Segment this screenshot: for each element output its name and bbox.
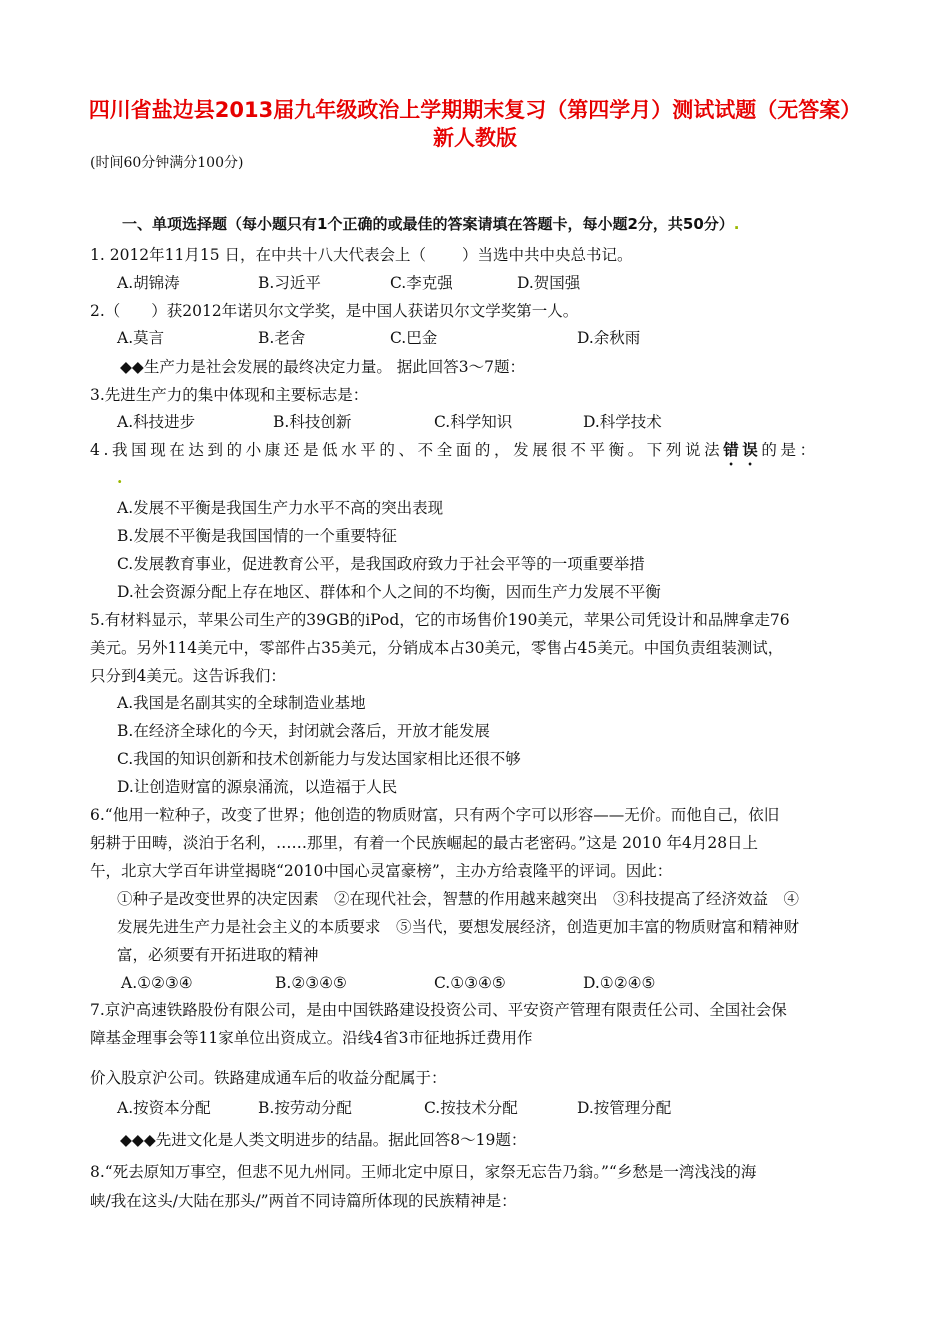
question-5-option-b: B.在经济全球化的今天，封闭就会落后，开放才能发展 bbox=[117, 722, 490, 740]
section-note-1: ◆◆生产力是社会发展的最终决定力量。 据此回答3～7题： bbox=[120, 358, 525, 376]
section-note-2: ◆◆◆先进文化是人类文明进步的结晶。据此回答8～19题： bbox=[120, 1131, 527, 1149]
question-1-stem: 1. 2012年11月15 日，在中共十八大代表会上（ ）当选中共中央总书记。 bbox=[90, 246, 633, 264]
question-7-stem-line-1: 7.京沪高速铁路股份有限公司，是由中国铁路建设投资公司、平安资产管理有限责任公司、全国社会保 bbox=[90, 1001, 787, 1019]
section-heading: 一、单项选择题（每小题只有1个正确的或最佳的答案请填在答题卡，每小题2分，共50分）. bbox=[122, 215, 740, 233]
question-1-option-d: D.贺国强 bbox=[517, 274, 581, 292]
question-7-option-d: D.按管理分配 bbox=[577, 1099, 672, 1117]
emphasized-word: 错误 bbox=[723, 440, 762, 459]
question-3-option-a: A.科技进步 bbox=[117, 413, 196, 431]
question-6-stem-line-1: 6.“他用一粒种子，改变了世界；他创造的物质财富，只有两个字可以形容——无价。而他自己，依旧 bbox=[90, 806, 780, 824]
question-6-option-d: D.①②④⑤ bbox=[583, 974, 656, 992]
question-2-option-c: C.巴金 bbox=[390, 329, 438, 347]
question-5-stem-line-3: 只分到4美元。这告诉我们： bbox=[90, 667, 286, 685]
question-1-option-b: B.习近平 bbox=[258, 274, 321, 292]
question-6-stem-line-3: 午，北京大学百年讲堂揭晓“2010中国心灵富豪榜”，主办方给袁隆平的评词。因此： bbox=[90, 862, 673, 880]
question-7-option-c: C.按技术分配 bbox=[424, 1099, 518, 1117]
question-4-option-c: C.发展教育事业，促进教育公平，是我国政府致力于社会平等的一项重要举措 bbox=[117, 555, 645, 573]
time-note: (时间60分钟满分100分) bbox=[90, 155, 244, 171]
question-4-option-a: A.发展不平衡是我国生产力水平不高的突出表现 bbox=[117, 499, 444, 517]
question-2-option-a: A.莫言 bbox=[117, 329, 165, 347]
question-4-option-b: B.发展不平衡是我国国情的一个重要特征 bbox=[117, 527, 397, 545]
question-6-stem-line-2: 躬耕于田畴，淡泊于名利，……那里，有着一个民族崛起的最古老密码。”这是 2010 年4月28日上 bbox=[90, 834, 759, 852]
question-4-stem: 4.我国现在达到的小康还是低水平的、不全面的，发展很不平衡。下列说法错误的是： bbox=[90, 440, 819, 459]
stray-mark: . bbox=[117, 468, 123, 487]
question-3-stem: 3.先进生产力的集中体现和主要标志是： bbox=[90, 386, 369, 404]
question-3-option-b: B.科技创新 bbox=[273, 413, 352, 431]
question-6-option-b: B.②③④⑤ bbox=[275, 974, 347, 992]
document-title: 四川省盐边县2013届九年级政治上学期期末复习（第四学月）测试试题（无答案） 新人教版 bbox=[88, 98, 862, 150]
question-6-items-line-1: ①种子是改变世界的决定因素 ②在现代社会，智慧的作用越来越突出 ③科技提高了经济效益 ④ bbox=[117, 890, 800, 908]
question-5-option-d: D.让创造财富的源泉涌流，以造福于人民 bbox=[117, 778, 398, 796]
question-5-option-a: A.我国是名副其实的全球制造业基地 bbox=[117, 694, 366, 712]
question-1-option-c: C.李克强 bbox=[390, 274, 453, 292]
question-7-option-a: A.按资本分配 bbox=[117, 1099, 211, 1117]
question-5-option-c: C.我国的知识创新和技术创新能力与发达国家相比还很不够 bbox=[117, 750, 521, 768]
question-6-items-line-3: 富，必须要有开拓进取的精神 bbox=[117, 946, 319, 964]
question-6-option-c: C.①③④⑤ bbox=[434, 974, 506, 992]
question-5-stem-line-1: 5.有材料显示，苹果公司生产的39GB的iPod，它的市场售价190美元，苹果公司凭设计和品牌拿走76 bbox=[90, 611, 790, 629]
question-4-option-d: D.社会资源分配上存在地区、群体和个人之间的不均衡，因而生产力发展不平衡 bbox=[117, 583, 661, 601]
question-6-option-a: A.①②③④ bbox=[121, 974, 193, 992]
question-7-stem-line-3: 价入股京沪公司。铁路建成通车后的收益分配属于： bbox=[90, 1069, 447, 1087]
question-8-stem-line-1: 8.“死去原知万事空，但悲不见九州同。王师北定中原日，家祭无忘告乃翁。”“乡愁是一湾浅浅的海 bbox=[90, 1163, 757, 1181]
question-2-stem: 2.（ ）获2012年诺贝尔文学奖，是中国人获诺贝尔文学奖第一人。 bbox=[90, 302, 579, 320]
question-5-stem-line-2: 美元。另外114美元中，零部件占35美元，分销成本占30美元，零售占45美元。中国负责组装测试， bbox=[90, 639, 784, 657]
question-6-items-line-2: 发展先进生产力是社会主义的本质要求 ⑤当代，要想发展经济，创造更加丰富的物质财富和精神财 bbox=[117, 918, 800, 936]
question-3-option-d: D.科学技术 bbox=[583, 413, 662, 431]
question-2-option-b: B.老舍 bbox=[258, 329, 306, 347]
question-1-option-a: A.胡锦涛 bbox=[117, 274, 180, 292]
question-2-option-d: D.余秋雨 bbox=[577, 329, 641, 347]
question-8-stem-line-2: 峡/我在这头/大陆在那头/”两首不同诗篇所体现的民族精神是： bbox=[90, 1192, 517, 1210]
question-7-option-b: B.按劳动分配 bbox=[258, 1099, 352, 1117]
question-3-option-c: C.科学知识 bbox=[434, 413, 513, 431]
question-7-stem-line-2: 障基金理事会等11家单位出资成立。沿线4省3市征地拆迁费用作 bbox=[90, 1029, 533, 1047]
